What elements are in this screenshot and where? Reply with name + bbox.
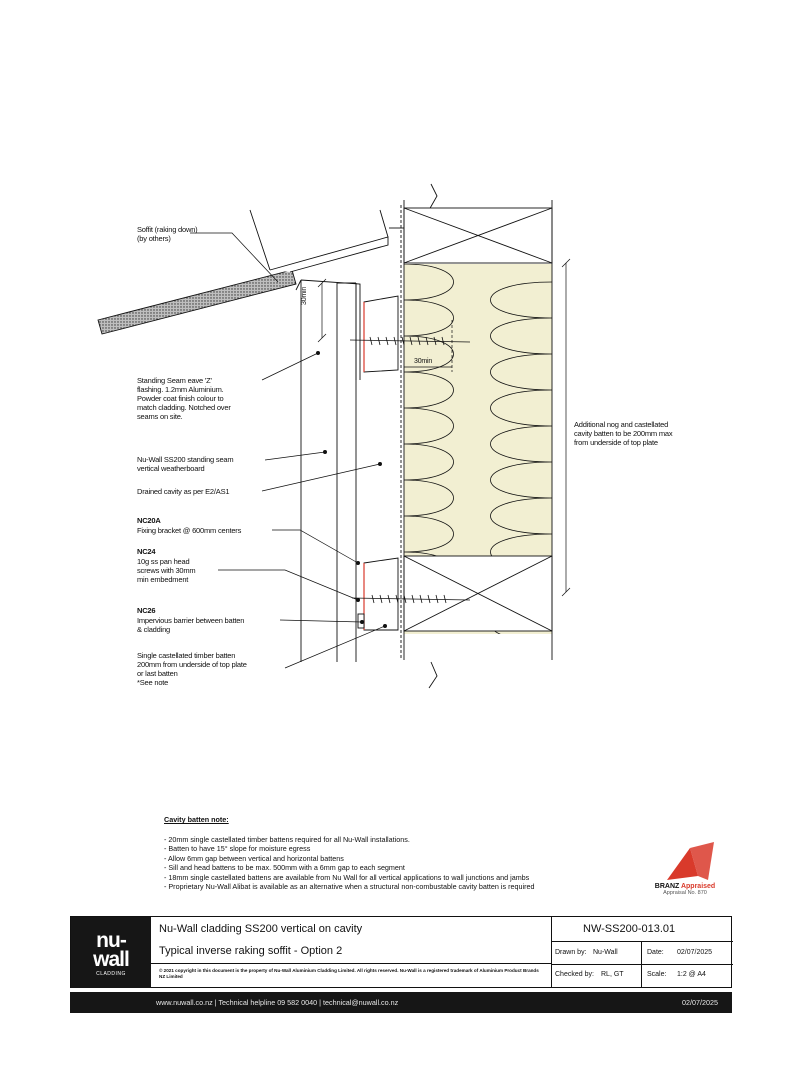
label-drained-cavity: Drained cavity as per E2/AS1	[137, 487, 230, 496]
label-nc24-code: NC24	[137, 547, 156, 556]
title-line-2: Typical inverse raking soffit - Option 2	[159, 945, 343, 957]
cavity-batten-bottom	[358, 558, 398, 630]
note-item: - Sill and head battens to be max. 500mm with a 6mm gap to each segment	[164, 863, 405, 872]
label-additional-nog: Additional nog and castellated cavity batten to be 200mm max from underside of top plate	[574, 420, 673, 447]
label-weatherboard: Nu-Wall SS200 standing seam vertical weatherboard	[137, 455, 234, 473]
title-block	[70, 916, 732, 988]
top-plate	[404, 208, 552, 263]
date-label: Date:	[647, 949, 664, 956]
nuwall-logo	[71, 917, 151, 988]
note-item: - Allow 6mm gap between vertical and horizontal battens	[164, 853, 344, 863]
note-item: - Batten to have 15° slope for moisture egress	[164, 844, 311, 853]
drawn-by-label: Drawn by:	[555, 949, 587, 956]
footer-date: 02/07/2025	[682, 998, 718, 1007]
label-nc24-text: 10g ss pan head screws with 30mm min embedment	[137, 557, 196, 584]
nog	[404, 556, 552, 631]
scale: 1:2 @ A4	[677, 971, 706, 978]
branz-brand: BRANZ	[654, 883, 680, 890]
copyright: © 2021 copyright in this document is the property of Nu-Wall Aluminium Cladding Limited. All rights reserved. Nu-Wall is a registered trademark of Aluminium Product Brands NZ Limited	[159, 968, 539, 979]
note-item: - 20mm single castellated timber battens required for all Nu-Wall installations.	[164, 834, 410, 844]
drawn-by: Nu-Wall	[593, 949, 618, 956]
branz-number: Appraisal No. 870	[663, 890, 707, 896]
logo-sub: CLADDING	[96, 971, 126, 977]
checked-by-label: Checked by:	[555, 971, 594, 978]
label-nc20a-code: NC20A	[137, 516, 161, 525]
drawing-number: NW-SS200-013.01	[583, 923, 676, 935]
branz-appraisal	[650, 843, 720, 896]
label-nc20a-text: Fixing bracket @ 600mm centers	[137, 526, 242, 535]
label-nc26-code: NC26	[137, 606, 156, 615]
dimension-30min-horizontal: 30min	[414, 358, 433, 365]
branz-appraised: Appraised	[680, 883, 716, 890]
notes-title: Cavity batten note:	[164, 815, 229, 824]
cavity-batten-top	[364, 296, 398, 372]
title-line-1: Nu-Wall cladding SS200 vertical on cavity	[159, 923, 363, 935]
dimension-30min-vertical: 30min	[301, 286, 308, 305]
label-nc26-text: Impervious barrier between batten & cladding	[137, 616, 245, 634]
footer-bar	[70, 992, 732, 1013]
label-soffit: Soffit (raking down) (by others)	[137, 225, 198, 243]
date: 02/07/2025	[677, 949, 713, 956]
footer-contact: www.nuwall.co.nz | Technical helpline 09 582 0040 | technical@nuwall.co.nz	[156, 998, 399, 1007]
note-item: - Proprietary Nu-Wall Alibat is available as an alternative when a structural non-combustable cavity batten is required	[164, 882, 535, 891]
scale-label: Scale:	[647, 971, 667, 978]
cladding	[301, 280, 356, 662]
label-single-batten: Single castellated timber batten 200mm from underside of top plate or last batten *See note	[137, 651, 247, 687]
note-item: - 18mm single castellated battens are available from Nu Wall for all vertical applications to wall junctions and jambs	[164, 872, 530, 882]
logo-main: nu- wall	[93, 929, 129, 971]
cavity-batten-notes	[164, 815, 584, 892]
break-line-bottom	[429, 662, 437, 688]
checked-by: RL, GT	[601, 971, 624, 978]
label-flashing: Standing Seam eave 'Z' flashing. 1.2mm Aluminium. Powder coat finish colour to match cladding. Notched over seams on site.	[137, 376, 231, 421]
